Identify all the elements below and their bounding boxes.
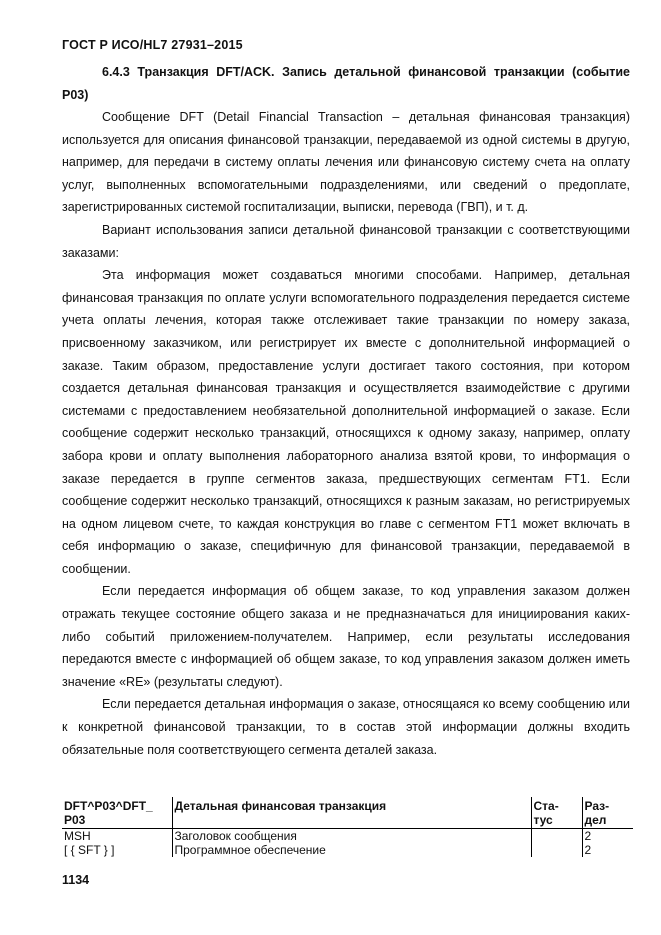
page-number: 1134	[62, 873, 90, 887]
cell-section: 2	[582, 843, 633, 857]
standard-id: ГОСТ Р ИСО/HL7 27931–2015	[62, 38, 243, 52]
cell-segment: MSH	[64, 829, 91, 843]
cell-description: Программное обеспечение	[172, 843, 531, 857]
header-segment: DFT^P03^DFT_ P03	[62, 797, 172, 829]
cell-segment: [ { SFT } ]	[64, 843, 115, 857]
message-structure-table	[62, 797, 633, 857]
section-heading: 6.4.3 Транзакция DFT/ACK. Запись детальной финансовой транзакции (событие P03)	[62, 65, 630, 102]
body-text	[62, 106, 630, 761]
paragraph: Если передается детальная информация о заказе, относящаяся ко всему сообщению или к конкретной финансовой транзакции, то в состав этой информации должны входить обязательные поля соответствующего сегмента деталей заказа.	[62, 697, 630, 757]
cell-description: Заголовок сообщения	[172, 829, 531, 844]
paragraph: Сообщение DFT (Detail Financial Transaction – детальная финансовая транзакция) используется для описания финансовой транзакции, передаваемой из одной системы в другую, например, для передачи в систему оплаты лечения или финансовую систему счета на оплату услуг, выполненных вспомогательными подразделениями, или сведений о предоплате, зарегистрированных системой госпитализации, выписки, перевода (ГВП), и т. д.	[62, 110, 630, 215]
cell-status	[531, 829, 582, 844]
paragraph: Если передается информация об общем заказе, то код управления заказом должен отражать текущее состояние общего заказа и не предназначаться для инициирования каких-либо событий приложением-получателем. Например, если результаты исследования передаются вместе с информацией об общем заказе, то код управления заказом должен иметь значение «RE» (результаты следуют).	[62, 584, 630, 689]
paragraph: Эта информация может создаваться многими способами. Например, детальная финансовая транзакция по оплате услуги вспомогательного подразделения передается системе учета оплаты лечения, которая также отслеживает такие транзакции по номеру заказа, присвоенному заказчиком, или регистрирует их вместе с дополнительной информацией о заказе. Таким образом, предоставление услуги достигает такого состояния, при котором создается детальная финансовая транзакция и осуществляется взаимодействие с другими системами с предоставлением необязательной дополнительной информацией о заказе. Если сообщение содержит несколько транзакций, относящихся к одному заказу, например, оплату забора крови и оплату выполнения лабораторного анализа взятой крови, то информация о заказе передается в группе сегментов заказа, предшествующих сегментам FT1. Если сообщение содержит несколько транзакций, относящихся к разным заказам, но регистрируемых на одном лицевом счете, то каждая конструкция во главе с сегментом FT1 может включать в себя информацию о заказе, специфичную для финансовой транзакции, передаваемой в сообщении.	[62, 268, 630, 576]
cell-status	[531, 843, 582, 857]
header-section: Раз- дел	[582, 797, 633, 829]
header-status: Ста- тус	[531, 797, 582, 829]
table-row	[62, 829, 633, 844]
cell-section: 2	[582, 829, 633, 844]
table-row	[62, 843, 633, 857]
table-header-row	[62, 797, 633, 829]
paragraph: Вариант использования записи детальной финансовой транзакции с соответствующими заказами:	[62, 222, 630, 260]
header-description: Детальная финансовая транзакция	[172, 797, 531, 829]
